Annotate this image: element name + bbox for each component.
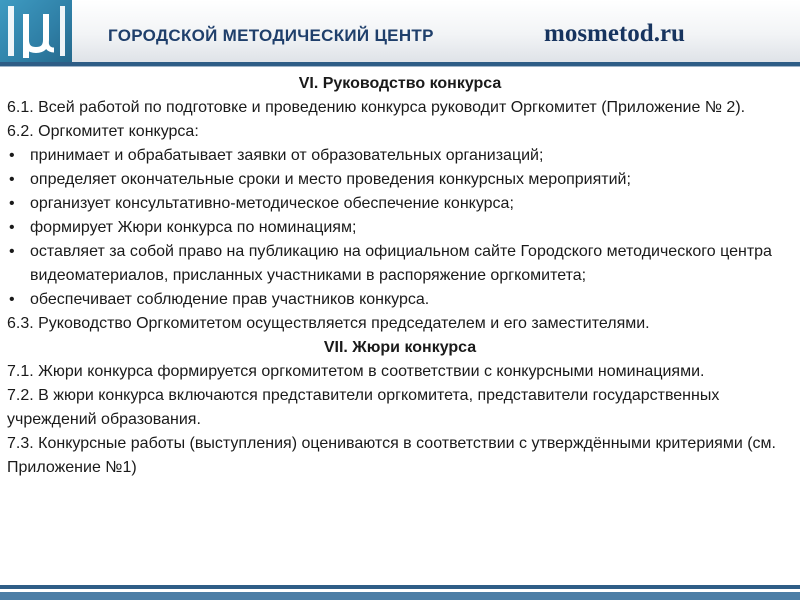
paragraph-7-2: 7.2. В жюри конкурса включаются представители оргкомитета, представители государственных учреждений образования. (7, 387, 720, 428)
list-item: • определяет окончательные сроки и место проведения конкурсных мероприятий; (7, 168, 793, 192)
header-divider-thin (0, 66, 800, 67)
org-name: ГОРОДСКОЙ МЕТОДИЧЕСКИЙ ЦЕНТР (108, 26, 434, 45)
organizing-committee-duties (7, 144, 793, 312)
mu-logo-icon (0, 0, 72, 62)
bullet-icon: • (9, 291, 15, 308)
paragraph-6-1: 6.1. Всей работой по подготовке и проведению конкурса руководит Оргкомитет (Приложение № 2). (7, 99, 746, 116)
paragraph-7-1: 7.1. Жюри конкурса формируется оргкомитетом в соответствии с конкурсными номинациями. (7, 363, 705, 380)
header-band (0, 0, 800, 62)
bullet-icon: • (9, 243, 15, 260)
list-item: • обеспечивает соблюдение прав участников конкурса. (7, 288, 793, 312)
list-item: • оставляет за собой право на публикацию на официальном сайте Городского методического центра видеоматериалов, присланных участниками в распоряжение оргкомитета; (7, 240, 793, 288)
section-7-title: VII. Жюри конкурса (323, 339, 477, 356)
paragraph-6-2: 6.2. Оргкомитет конкурса: (7, 123, 199, 140)
bullet-icon: • (9, 219, 15, 236)
list-item: • формирует Жюри конкурса по номинациям; (7, 216, 793, 240)
document-body (7, 72, 793, 480)
section-6-title: VI. Руководство конкурса (298, 75, 502, 92)
site-url[interactable]: mosmetod.ru (544, 20, 685, 47)
paragraph-7-3: 7.3. Конкурсные работы (выступления) оцениваются в соответствии с утверждёнными критериями (см. Приложение №1) (7, 435, 776, 476)
bullet-icon: • (9, 195, 15, 212)
list-item: • организует консультативно-методическое обеспечение конкурса; (7, 192, 793, 216)
footer-divider (0, 585, 800, 589)
bullet-icon: • (9, 147, 15, 164)
paragraph-6-3: 6.3. Руководство Оргкомитетом осуществляется председателем и его заместителями. (7, 315, 650, 332)
list-item: • принимает и обрабатывает заявки от образовательных организаций; (7, 144, 793, 168)
footer-band (0, 592, 800, 600)
bullet-icon: • (9, 171, 15, 188)
